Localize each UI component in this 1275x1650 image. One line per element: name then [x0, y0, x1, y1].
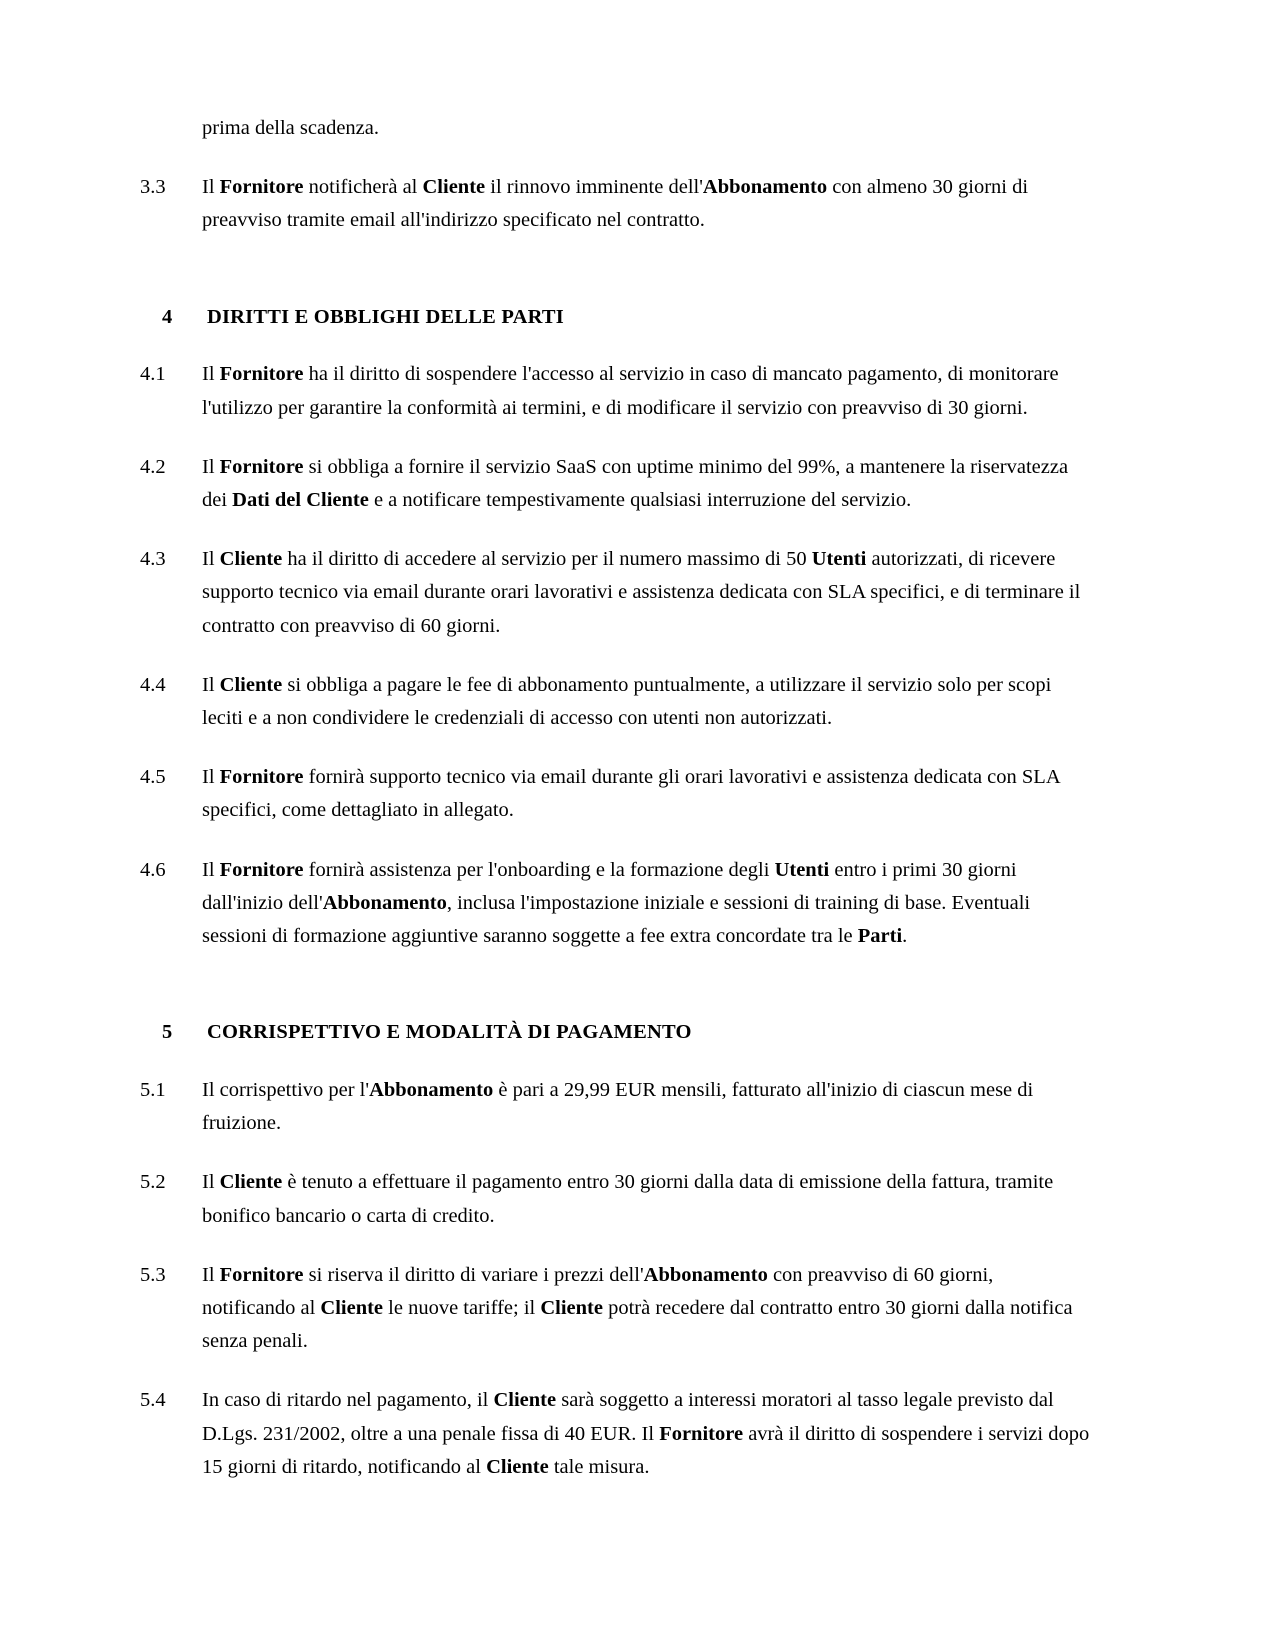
clause-text-run: ha il diritto di sospendere l'accesso al servizio in caso di mancato pagamento, di monitorare l'utilizzo per garantire la conformità ai termini, e di modificare il servizio con preavviso di 30 giorni.	[202, 363, 1059, 419]
document-body	[140, 112, 1090, 1484]
clause-number: 4.4	[140, 673, 166, 696]
clause-number: 5.4	[140, 1389, 166, 1412]
clause-number: 5.3	[140, 1263, 166, 1286]
emphasized-term: Fornitore	[219, 766, 304, 789]
emphasized-term: Cliente	[219, 1171, 283, 1194]
clause-text-run: tale misura.	[548, 1455, 650, 1478]
continued-paragraph-text: prima della scadenza.	[202, 117, 380, 139]
emphasized-term: Fornitore	[659, 1422, 744, 1445]
clause-4.5	[140, 761, 1090, 827]
clause-body	[202, 171, 1090, 237]
clause-text-run: entro i primi 30 giorni dall'inizio dell'	[202, 858, 1017, 914]
emphasized-term: Fornitore	[219, 176, 304, 199]
clause-5.1	[140, 1074, 1090, 1140]
clause-body	[202, 543, 1090, 643]
clause-number: 4.6	[140, 858, 166, 881]
emphasized-term: Cliente	[540, 1296, 603, 1319]
clause-number: 4.1	[140, 363, 166, 386]
clause-text-run: si obbliga a fornire il servizio SaaS con uptime minimo del 99%, a mantenere la riservatezza dei	[202, 455, 1069, 511]
clause-text-run: .	[902, 925, 908, 947]
clause-4.6	[140, 854, 1090, 954]
clause-text-run: è tenuto a effettuare il pagamento entro 30 giorni dalla data di emissione della fattura, tramite bonifico bancario o carta di credito.	[202, 1171, 1054, 1227]
clause-number: 4.5	[140, 766, 166, 789]
clause-4.2	[140, 451, 1090, 517]
clause-body	[202, 761, 1090, 827]
section-title: CORRISPETTIVO E MODALITÀ DI PAGAMENTO	[207, 1021, 692, 1044]
clause-body	[202, 1384, 1090, 1484]
clause-text-run: , inclusa l'impostazione iniziale e sessioni di training di base. Eventuali sessioni di formazione aggiuntive saranno soggette a fee extra concordate tra le	[202, 891, 1031, 947]
emphasized-term: Abbonamento	[702, 176, 828, 199]
section-list	[140, 302, 1090, 1484]
clause-text-run: Il	[202, 363, 220, 386]
clause-text-run: si obbliga a pagare le fee di abbonamento puntualmente, a utilizzare il servizio solo per scopi leciti e a non condividere le credenziali di accesso con utenti non autorizzati.	[202, 673, 1052, 729]
emphasized-term: Cliente	[486, 1455, 549, 1478]
section-number: 4	[162, 305, 173, 328]
emphasized-term: Fornitore	[219, 1263, 304, 1286]
emphasized-term: Parti	[857, 925, 903, 947]
clause-number: 5.1	[140, 1078, 166, 1101]
clause-text-run: Il	[202, 766, 220, 789]
clause-body	[202, 1074, 1090, 1140]
clause-text-run: Il	[202, 673, 220, 696]
section-heading-4	[140, 302, 1090, 333]
emphasized-term: Abbonamento	[322, 891, 447, 914]
clause-text-run: Il	[202, 548, 220, 571]
section-title: DIRITTI E OBBLIGHI DELLE PARTI	[207, 305, 564, 328]
clause-4.4	[140, 669, 1090, 735]
clause-text-run: Il	[202, 1263, 220, 1286]
clause-text-run: Il	[202, 858, 220, 881]
clause-text-run: le nuove tariffe; il	[383, 1296, 541, 1319]
clause-text-run: Il	[202, 455, 220, 478]
clause-5.4	[140, 1384, 1090, 1484]
clause-text-run: notificherà al	[303, 176, 423, 199]
clause-text-run: In caso di ritardo nel pagamento, il	[202, 1389, 494, 1412]
clause-text-run: avrà il diritto di sospendere i servizi dopo 15 giorni di ritardo, notificando al	[202, 1422, 1090, 1478]
emphasized-term: Cliente	[219, 673, 283, 696]
clause-text-run: il rinnovo imminente dell'	[485, 176, 703, 199]
clause-text-run: ha il diritto di accedere al servizio per il numero massimo di 50	[282, 548, 812, 571]
clause-text-run: Il corrispettivo per l'	[202, 1078, 370, 1101]
section-number: 5	[162, 1021, 173, 1044]
emphasized-term: Cliente	[320, 1296, 384, 1319]
clause-3.3	[140, 171, 1090, 237]
clause-4.1	[140, 358, 1090, 424]
clause-body	[202, 1259, 1090, 1359]
clause-body	[202, 669, 1090, 735]
emphasized-term: Fornitore	[219, 455, 304, 478]
emphasized-term: Abbonamento	[369, 1078, 494, 1101]
section-heading-5	[140, 1017, 1090, 1048]
emphasized-term: Cliente	[493, 1389, 557, 1412]
clause-body	[202, 451, 1090, 517]
clause-body	[202, 854, 1090, 954]
clause-text-run: fornirà supporto tecnico via email durante gli orari lavorativi e assistenza dedicata con SLA specifici, come dettagliato in allegato.	[202, 766, 1060, 822]
clause-number: 3.3	[140, 176, 166, 199]
emphasized-term: Cliente	[219, 548, 283, 571]
clause-text-run: Il	[202, 1171, 220, 1194]
emphasized-term: Utenti	[774, 858, 830, 881]
clause-text-run: è pari a 29,99 EUR mensili, fatturato all'inizio di ciascun mese di fruizione.	[202, 1078, 1034, 1135]
clause-text-run: e a notificare tempestivamente qualsiasi interruzione del servizio.	[368, 488, 912, 511]
clause-text-run: con preavviso di 60 giorni, notificando al	[202, 1263, 994, 1319]
emphasized-term: Abbonamento	[643, 1263, 768, 1286]
clause-text-run: si riserva il diritto di variare i prezzi dell'	[303, 1263, 644, 1286]
clause-body	[202, 358, 1090, 424]
clause-text-run: sarà soggetto a interessi moratori al tasso legale previsto dal D.Lgs. 231/2002, oltre a una penale fissa di 40 EUR. Il	[202, 1389, 1054, 1445]
emphasized-term: Dati del Cliente	[232, 488, 369, 511]
clause-body	[202, 1166, 1090, 1232]
emphasized-term: Fornitore	[219, 858, 304, 881]
clause-text-run: potrà recedere dal contratto entro 30 giorni dalla notifica senza penali.	[202, 1296, 1073, 1353]
clause-text-run: Il	[202, 176, 220, 199]
clause-number: 4.3	[140, 548, 166, 571]
clause-text-run: autorizzati, di ricevere supporto tecnico via email durante orari lavorativi e assistenza dedicata con SLA specifici, e di terminare il contratto con preavviso di 60 giorni.	[202, 548, 1081, 637]
clause-list-section-3	[140, 171, 1090, 237]
clause-text-run: con almeno 30 giorni di preavviso tramite email all'indirizzo specificato nel contratto.	[202, 176, 1029, 232]
clause-5.3	[140, 1259, 1090, 1359]
clause-number: 5.2	[140, 1171, 166, 1194]
emphasized-term: Cliente	[422, 176, 486, 199]
clause-4.3	[140, 543, 1090, 643]
emphasized-term: Utenti	[811, 548, 867, 571]
clause-5.2	[140, 1166, 1090, 1232]
emphasized-term: Fornitore	[219, 363, 304, 386]
clause-text-run: fornirà assistenza per l'onboarding e la formazione degli	[303, 858, 775, 881]
clause-number: 4.2	[140, 455, 166, 478]
